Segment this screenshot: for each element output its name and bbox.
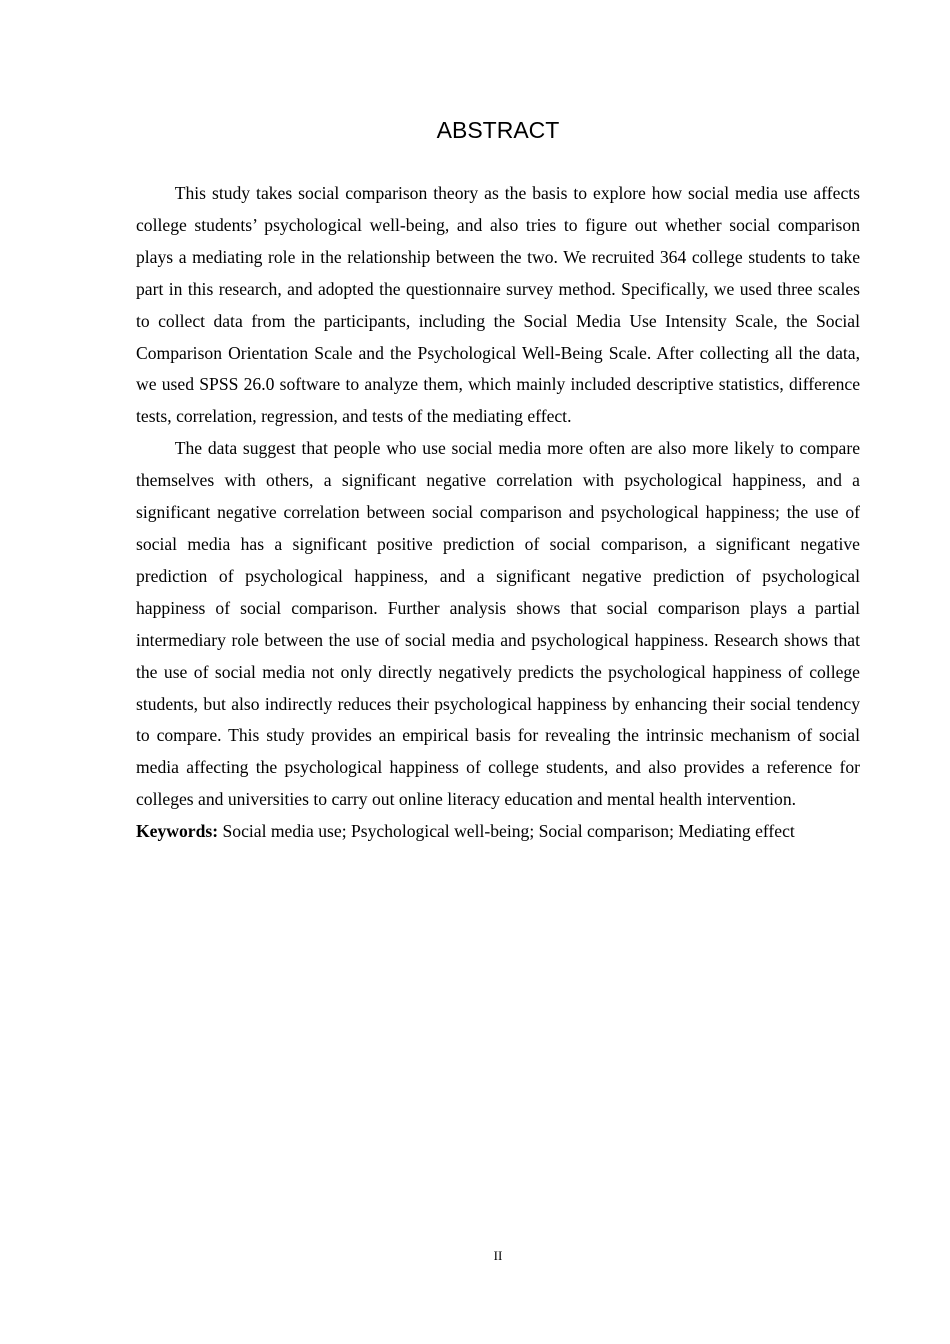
abstract-body: [136, 178, 860, 848]
abstract-paragraph-2: The data suggest that people who use social media more often are also more likely to compare themselves with others, a significant negative correlation with psychological happiness, and a significant negative correlation between social comparison and psychological happiness; the use of social media has a significant positive prediction of social comparison, a significant negative prediction of psychological happiness, and a significant negative prediction of psychological happiness of social comparison. Further analysis shows that social comparison plays a partial intermediary role between the use of social media and psychological happiness. Research shows that the use of social media not only directly negatively predicts the psychological happiness of college students, but also indirectly reduces their psychological happiness by enhancing their social tendency to compare. This study provides an empirical basis for revealing the intrinsic mechanism of social media affecting the psychological happiness of college students, and also provides a reference for colleges and universities to carry out online literacy education and mental health intervention.: [136, 438, 860, 810]
keywords-text: Social media use; Psychological well-being; Social comparison; Mediating effect: [218, 821, 795, 842]
keywords-label: Keywords:: [136, 821, 219, 842]
abstract-title: ABSTRACT: [436, 117, 560, 143]
abstract-paragraph-1: This study takes social comparison theory as the basis to explore how social media use affects college students’ psychological well-being, and also tries to figure out whether social comparison plays a mediating role in the relationship between the two. We recruited 364 college students to take part in this research, and adopted the questionnaire survey method. Specifically, we used three scales to collect data from the participants, including the Social Media Use Intensity Scale, the Social Comparison Orientation Scale and the Psychological Well-Being Scale. After collecting all the data, we used SPSS 26.0 software to analyze them, which mainly included descriptive statistics, difference tests, correlation, regression, and tests of the mediating effect.: [136, 183, 860, 427]
page-number: II: [493, 1248, 503, 1263]
keywords-line: [136, 816, 860, 848]
